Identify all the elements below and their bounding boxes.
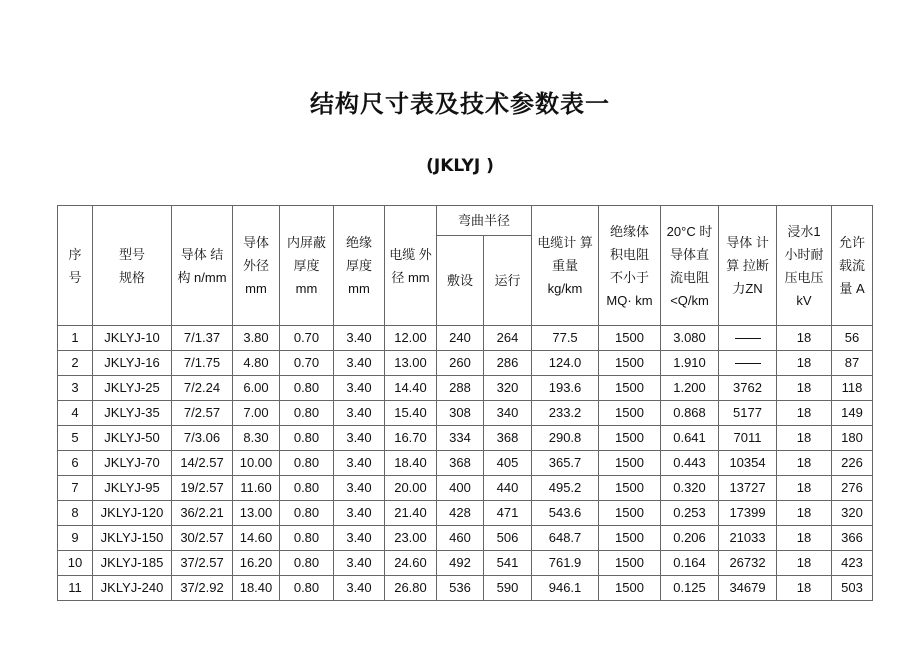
table-cell: 233.2 [532,401,599,426]
table-row [58,376,873,401]
table-cell: 492 [437,551,484,576]
table-cell: 368 [484,426,532,451]
header-current-capacity: 允许 载流 量 A [832,206,873,326]
table-cell: 0.70 [280,351,334,376]
table-cell: 1.910 [661,351,719,376]
table-cell: 5 [58,426,93,451]
table-cell: 471 [484,501,532,526]
table-cell: JKLYJ-70 [93,451,172,476]
table-cell: 0.80 [280,426,334,451]
table-cell: JKLYJ-240 [93,576,172,601]
table-cell: 3.40 [334,326,385,351]
spec-table [57,205,873,601]
table-cell: 20.00 [385,476,437,501]
table-cell: 590 [484,576,532,601]
table-cell: 0.80 [280,526,334,551]
table-cell: 18 [777,326,832,351]
table-cell: 3.40 [334,451,385,476]
table-cell: 7/2.57 [172,401,233,426]
table-cell: 13727 [719,476,777,501]
table-row [58,426,873,451]
table-cell: 1500 [599,526,661,551]
table-cell: 0.80 [280,476,334,501]
table-cell: 0.70 [280,326,334,351]
table-cell: JKLYJ-35 [93,401,172,426]
table-cell: 648.7 [532,526,599,551]
table-row [58,501,873,526]
table-cell: 503 [832,576,873,601]
table-cell: 23.00 [385,526,437,551]
table-cell: 1.200 [661,376,719,401]
table-header [58,206,873,326]
table-cell: 24.60 [385,551,437,576]
table-cell: 226 [832,451,873,476]
table-cell: 2 [58,351,93,376]
table-cell: 193.6 [532,376,599,401]
table-cell: 1500 [599,501,661,526]
table-cell: 26732 [719,551,777,576]
table-cell: 288 [437,376,484,401]
header-cable-diameter: 电缆 外 径 mm [385,206,437,326]
table-cell: 5177 [719,401,777,426]
table-cell: 7 [58,476,93,501]
table-cell: 260 [437,351,484,376]
table-cell: 286 [484,351,532,376]
table-cell: 0.80 [280,551,334,576]
table-cell: 18.40 [385,451,437,476]
table-cell: 368 [437,451,484,476]
table-cell: 1500 [599,401,661,426]
table-cell: 428 [437,501,484,526]
header-inner-shield: 内屏蔽 厚度 mm [280,206,334,326]
table-cell: 34679 [719,576,777,601]
table-cell: 1500 [599,551,661,576]
table-cell: 365.7 [532,451,599,476]
table-cell: 334 [437,426,484,451]
table-cell: 18 [777,576,832,601]
table-cell: 15.40 [385,401,437,426]
table-cell: 118 [832,376,873,401]
table-cell: 0.206 [661,526,719,551]
table-cell: 16.20 [233,551,280,576]
table-cell: 18 [777,476,832,501]
table-cell: 1500 [599,476,661,501]
table-cell: JKLYJ-25 [93,376,172,401]
table-cell: 366 [832,526,873,551]
table-cell: 1500 [599,376,661,401]
table-cell: 3.40 [334,426,385,451]
table-cell: 14.40 [385,376,437,401]
table-cell: 3.40 [334,376,385,401]
header-conductor-diameter: 导体 外径 mm [233,206,280,326]
table-cell: 19/2.57 [172,476,233,501]
table-row [58,351,873,376]
table-cell: 3.40 [334,401,385,426]
table-cell: 10.00 [233,451,280,476]
table-cell: 124.0 [532,351,599,376]
not-applicable-dash [735,338,761,339]
table-cell: 761.9 [532,551,599,576]
header-insulation: 绝缘 厚度 mm [334,206,385,326]
table-cell: 1500 [599,576,661,601]
table-row [58,401,873,426]
table-cell: 13.00 [385,351,437,376]
table-cell: 290.8 [532,426,599,451]
table-cell: 506 [484,526,532,551]
table-cell: 7/1.37 [172,326,233,351]
table-cell: 3 [58,376,93,401]
table-cell: 1500 [599,326,661,351]
table-cell: 0.80 [280,401,334,426]
header-seq: 序 号 [58,206,93,326]
table-cell: 0.164 [661,551,719,576]
table-cell: 423 [832,551,873,576]
table-row [58,576,873,601]
table-cell: 3.40 [334,551,385,576]
table-cell: 495.2 [532,476,599,501]
table-cell: 0.868 [661,401,719,426]
table-cell: 264 [484,326,532,351]
table-cell: 10354 [719,451,777,476]
table-cell: 21033 [719,526,777,551]
header-weight: 电缆计 算 重量 kg/km [532,206,599,326]
table-cell: 405 [484,451,532,476]
table-cell: JKLYJ-120 [93,501,172,526]
table-cell: 77.5 [532,326,599,351]
table-cell: JKLYJ-185 [93,551,172,576]
table-cell: 440 [484,476,532,501]
table-cell: 0.80 [280,576,334,601]
table-cell: 7/1.75 [172,351,233,376]
table-cell: 1500 [599,451,661,476]
table-cell: 340 [484,401,532,426]
table-cell: JKLYJ-150 [93,526,172,551]
header-bend-laying: 敷设 [437,236,484,326]
table-cell: 3.40 [334,351,385,376]
table-cell: 17399 [719,501,777,526]
table-cell: 8 [58,501,93,526]
table-cell: 1500 [599,351,661,376]
table-cell: 36/2.21 [172,501,233,526]
table-cell: 320 [832,501,873,526]
table-cell: 18 [777,551,832,576]
table-cell [719,326,777,351]
table-cell: 14/2.57 [172,451,233,476]
table-cell: 4.80 [233,351,280,376]
table-cell: 18 [777,401,832,426]
table-cell: 0.80 [280,376,334,401]
table-cell: 541 [484,551,532,576]
table-cell: JKLYJ-16 [93,351,172,376]
table-cell: 1 [58,326,93,351]
table-cell: 543.6 [532,501,599,526]
table-cell: 87 [832,351,873,376]
table-cell: 6 [58,451,93,476]
not-applicable-dash [735,363,761,364]
header-test-voltage: 浸水1 小时耐 压电压 kV [777,206,832,326]
table-cell: 16.70 [385,426,437,451]
table-row [58,551,873,576]
header-bend-running: 运行 [484,236,532,326]
table-cell: 308 [437,401,484,426]
table-cell: 26.80 [385,576,437,601]
table-cell: 11.60 [233,476,280,501]
table-cell: JKLYJ-50 [93,426,172,451]
header-bend-radius: 弯曲半径 [437,206,532,236]
table-cell: 320 [484,376,532,401]
table-cell: 0.125 [661,576,719,601]
table-cell: 13.00 [233,501,280,526]
header-insulation-resistance: 绝缘体 积电阻 不小于 MQ· km [599,206,661,326]
table-cell: 0.253 [661,501,719,526]
table-cell: 7/3.06 [172,426,233,451]
table-cell: 7.00 [233,401,280,426]
table-cell: 3.080 [661,326,719,351]
table-cell: 18 [777,526,832,551]
table-cell: 18 [777,376,832,401]
table-cell: 12.00 [385,326,437,351]
table-cell [719,351,777,376]
table-cell: 6.00 [233,376,280,401]
table-cell: 400 [437,476,484,501]
table-cell: 240 [437,326,484,351]
header-structure: 导体 结 构 n/mm [172,206,233,326]
table-row [58,451,873,476]
table-cell: 10 [58,551,93,576]
table-cell: 0.80 [280,501,334,526]
table-cell: 946.1 [532,576,599,601]
header-tensile-force: 导体 计 算 拉断 力ZN [719,206,777,326]
table-cell: 3.80 [233,326,280,351]
table-cell: JKLYJ-95 [93,476,172,501]
table-cell: 3.40 [334,526,385,551]
table-body [58,326,873,601]
document-title: 结构尺寸表及技术参数表一 [310,90,610,118]
table-cell: 18 [777,451,832,476]
table-cell: 11 [58,576,93,601]
header-model: 型号 规格 [93,206,172,326]
table-cell: 18 [777,501,832,526]
document-subtitle: (JKLYJ ) [426,156,494,176]
table-cell: 7/2.24 [172,376,233,401]
table-cell: 8.30 [233,426,280,451]
header-dc-resistance: 20°C 时 导体直 流电阻 <Q/km [661,206,719,326]
table-cell: 536 [437,576,484,601]
table-cell: 460 [437,526,484,551]
table-cell: 3.40 [334,576,385,601]
table-row [58,476,873,501]
table-cell: 7011 [719,426,777,451]
table-cell: 0.641 [661,426,719,451]
table-cell: 3.40 [334,501,385,526]
table-cell: 149 [832,401,873,426]
table-cell: 180 [832,426,873,451]
table-cell: 3762 [719,376,777,401]
table-cell: 21.40 [385,501,437,526]
table-cell: JKLYJ-10 [93,326,172,351]
table-cell: 3.40 [334,476,385,501]
table-cell: 56 [832,326,873,351]
table-cell: 0.443 [661,451,719,476]
table-cell: 276 [832,476,873,501]
table-cell: 0.320 [661,476,719,501]
table-row [58,326,873,351]
table-row [58,526,873,551]
table-cell: 4 [58,401,93,426]
table-cell: 1500 [599,426,661,451]
table-cell: 18 [777,426,832,451]
table-cell: 9 [58,526,93,551]
table-cell: 18 [777,351,832,376]
table-cell: 18.40 [233,576,280,601]
table-cell: 14.60 [233,526,280,551]
table-cell: 30/2.57 [172,526,233,551]
table-cell: 37/2.92 [172,576,233,601]
table-cell: 37/2.57 [172,551,233,576]
table-cell: 0.80 [280,451,334,476]
